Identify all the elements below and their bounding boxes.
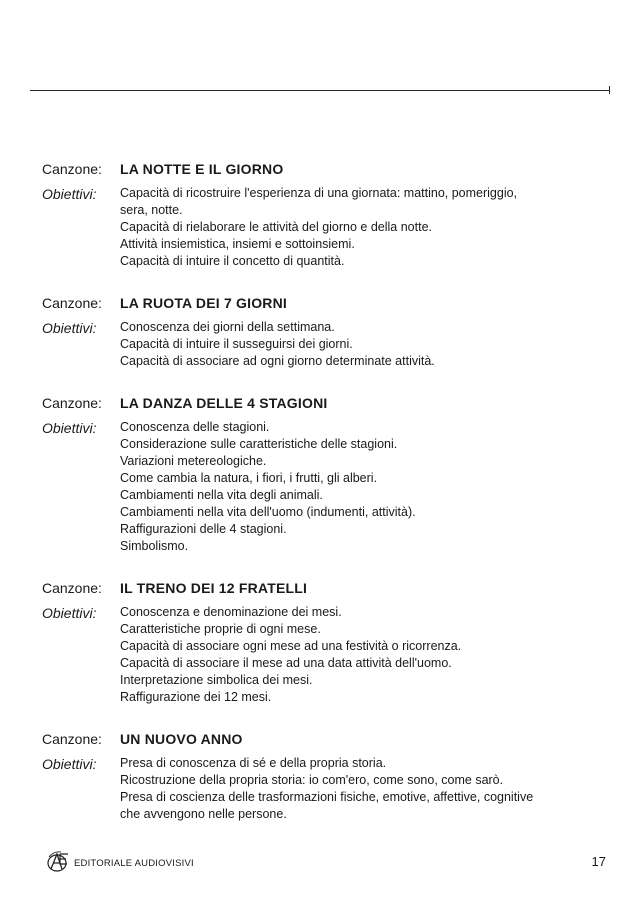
publisher-name: EDITORIALE AUDIOVISIVI: [74, 858, 194, 869]
objective-line: Conoscenza delle stagioni.: [120, 420, 270, 434]
objectives-list: [120, 604, 600, 706]
objective-line: Conoscenza e denominazione dei mesi.: [120, 605, 342, 619]
song-label: Canzone:: [42, 395, 102, 411]
objectives-label: Obiettivi:: [42, 605, 97, 621]
song-section: [0, 394, 638, 555]
top-rule: [30, 90, 610, 91]
objectives-label: Obiettivi:: [42, 320, 97, 336]
objective-line: Conoscenza dei giorni della settimana.: [120, 320, 335, 334]
top-rule-tick: [609, 86, 610, 94]
song-section: [0, 579, 638, 706]
objective-line: Capacità di associare ogni mese ad una festività o ricorrenza.: [120, 639, 462, 653]
objectives-row: [0, 419, 638, 555]
song-title-row: [0, 394, 638, 412]
song-title: LA NOTTE E IL GIORNO: [120, 161, 284, 177]
objectives-list: [120, 755, 600, 823]
objective-line: Capacità di associare il mese ad una data attività dell'uomo.: [120, 656, 452, 670]
objectives-list: [120, 319, 600, 370]
objectives-row: [0, 604, 638, 706]
objective-line: Raffigurazione dei 12 mesi.: [120, 690, 272, 704]
objective-line: sera, notte.: [120, 203, 183, 217]
objective-line: Capacità di intuire il concetto di quantità.: [120, 254, 345, 268]
objective-line: Capacità di associare ad ogni giorno determinate attività.: [120, 354, 435, 368]
objective-line: Interpretazione simbolica dei mesi.: [120, 673, 313, 687]
page-footer: [46, 848, 606, 874]
song-section: [0, 294, 638, 370]
ea-monogram-icon: [46, 848, 72, 874]
objective-line: Cambiamenti nella vita dell'uomo (indumenti, attività).: [120, 505, 416, 519]
objectives-row: [0, 755, 638, 823]
song-title: UN NUOVO ANNO: [120, 731, 243, 747]
page-number: 17: [591, 854, 606, 869]
objectives-row: [0, 319, 638, 370]
objectives-list: [120, 185, 600, 270]
song-label: Canzone:: [42, 580, 102, 596]
objective-line: Attività insiemistica, insiemi e sottoinsiemi.: [120, 237, 355, 251]
song-title: LA RUOTA DEI 7 GIORNI: [120, 295, 288, 311]
objective-line: Caratteristiche proprie di ogni mese.: [120, 622, 321, 636]
objective-line: Come cambia la natura, i fiori, i frutti, gli alberi.: [120, 471, 378, 485]
objectives-label: Obiettivi:: [42, 186, 97, 202]
song-title: LA DANZA DELLE 4 STAGIONI: [120, 395, 328, 411]
objective-line: Raffigurazioni delle 4 stagioni.: [120, 522, 287, 536]
song-title: IL TRENO DEI 12 FRATELLI: [120, 580, 308, 596]
song-label: Canzone:: [42, 295, 102, 311]
song-title-row: [0, 294, 638, 312]
objective-line: Presa di coscienza delle trasformazioni fisiche, emotive, affettive, cognitive: [120, 790, 534, 804]
song-title-row: [0, 160, 638, 178]
song-label: Canzone:: [42, 161, 102, 177]
objective-line: Cambiamenti nella vita degli animali.: [120, 488, 323, 502]
objective-line: Presa di conoscenza di sé e della propria storia.: [120, 756, 387, 770]
objective-line: Considerazione sulle caratteristiche delle stagioni.: [120, 437, 398, 451]
objectives-label: Obiettivi:: [42, 756, 97, 772]
objective-line: Capacità di rielaborare le attività del giorno e della notte.: [120, 220, 432, 234]
objectives-row: [0, 185, 638, 270]
objective-line: Capacità di intuire il susseguirsi dei giorni.: [120, 337, 353, 351]
objective-line: Variazioni metereologiche.: [120, 454, 267, 468]
song-section: [0, 160, 638, 270]
song-list: [0, 160, 638, 847]
song-section: [0, 730, 638, 823]
objectives-label: Obiettivi:: [42, 420, 97, 436]
objective-line: che avvengono nelle persone.: [120, 807, 287, 821]
song-title-row: [0, 730, 638, 748]
objective-line: Ricostruzione della propria storia: io com'ero, come sono, come sarò.: [120, 773, 504, 787]
song-title-row: [0, 579, 638, 597]
song-label: Canzone:: [42, 731, 102, 747]
objective-line: Simbolismo.: [120, 539, 189, 553]
objective-line: Capacità di ricostruire l'esperienza di una giornata: mattino, pomeriggio,: [120, 186, 518, 200]
objectives-list: [120, 419, 600, 555]
